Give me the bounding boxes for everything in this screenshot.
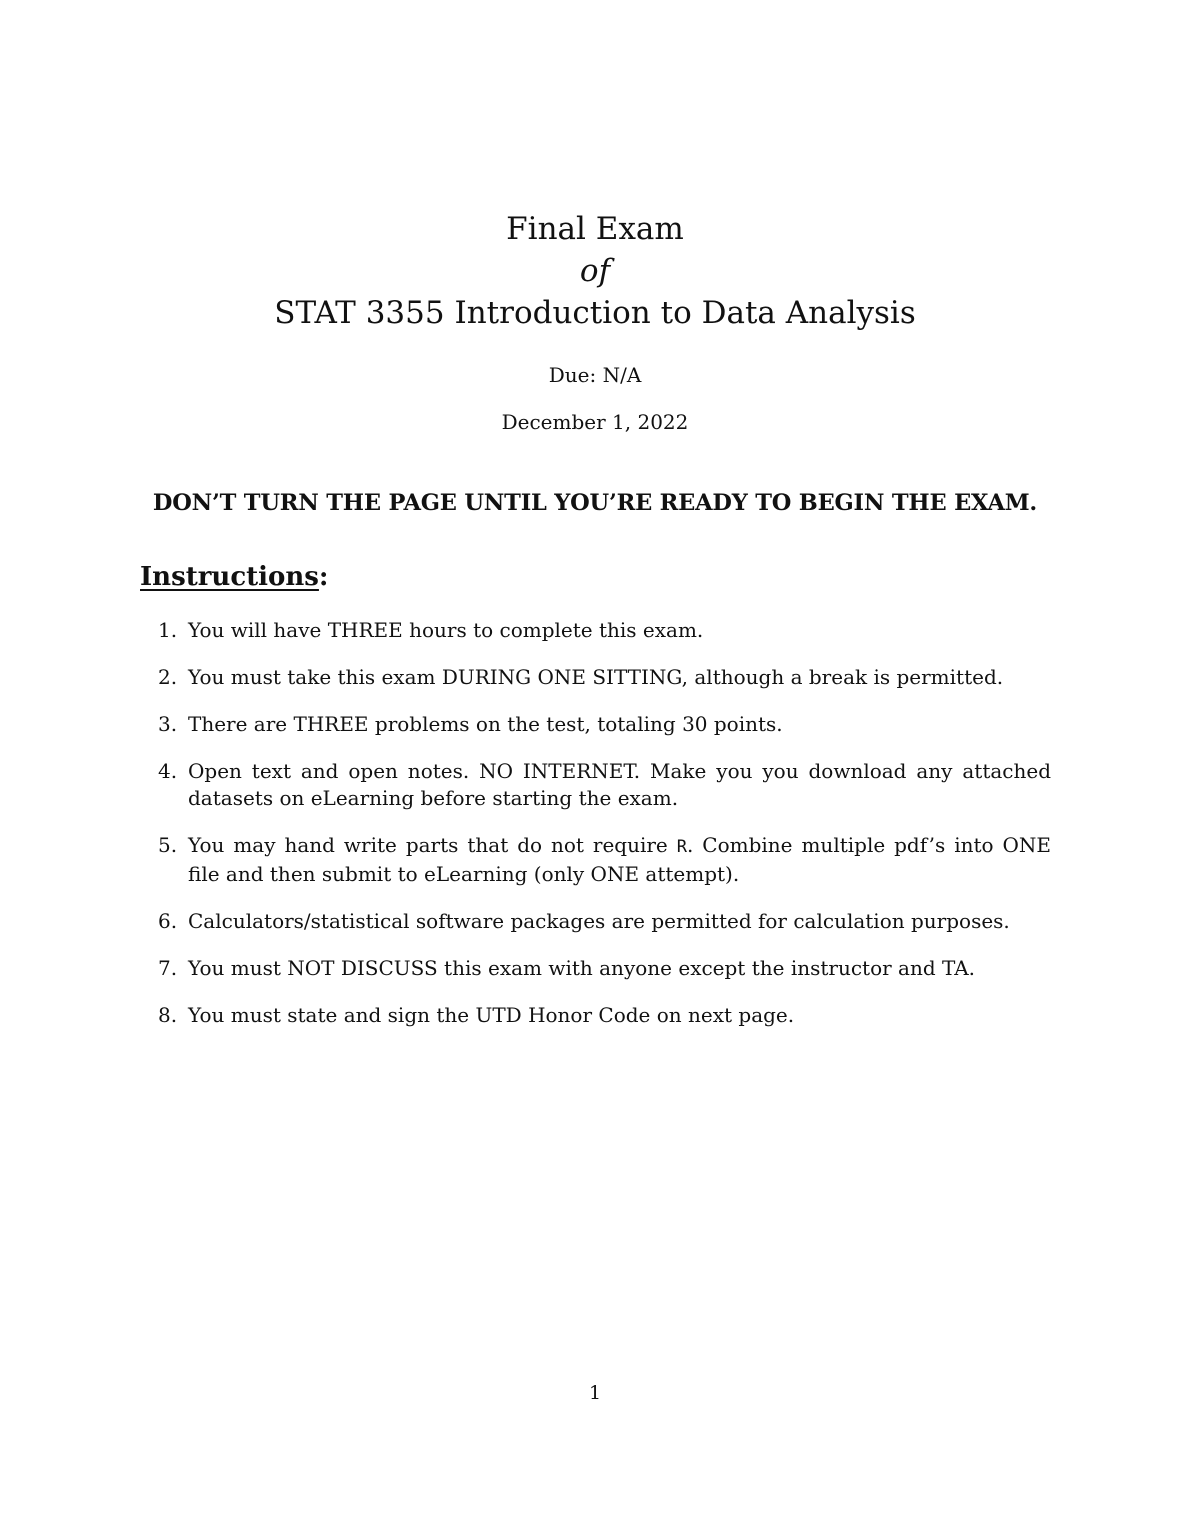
instruction-item <box>158 908 1051 935</box>
instruction-item <box>158 1002 1051 1029</box>
instruction-text: There are THREE problems on the test, totaling 30 points. <box>188 712 783 736</box>
instruction-item <box>158 617 1051 644</box>
do-not-turn-warning: DON’T TURN THE PAGE UNTIL YOU’RE READY TO BEGIN THE EXAM. <box>152 490 1038 516</box>
instruction-item <box>158 955 1051 982</box>
instruction-number: 1. <box>158 618 178 642</box>
instruction-number: 7. <box>158 956 178 980</box>
instruction-text: You must state and sign the UTD Honor Code on next page. <box>188 1003 795 1027</box>
instructions-heading <box>140 561 329 593</box>
page-number: 1 <box>588 1382 602 1404</box>
instruction-item <box>158 711 1051 738</box>
instruction-text: You must NOT DISCUSS this exam with anyone except the instructor and TA. <box>188 956 976 980</box>
instructions-list <box>158 617 1051 1049</box>
due-date: Due: N/A <box>548 363 642 387</box>
instruction-text: Calculators/statistical software packages are permitted for calculation purposes. <box>188 909 1010 933</box>
instructions-heading-colon: : <box>318 562 329 592</box>
instruction-item <box>158 664 1051 691</box>
exam-date: December 1, 2022 <box>501 410 689 434</box>
instruction-number: 5. <box>158 833 178 857</box>
exam-title: Final Exam <box>506 211 684 247</box>
instruction-number: 2. <box>158 665 178 689</box>
instruction-text: You will have THREE hours to complete this exam. <box>188 618 704 642</box>
title-block <box>0 208 1190 334</box>
instruction-text-before: You may hand write parts that do not require <box>188 833 677 857</box>
instruction-number: 4. <box>158 759 178 783</box>
instruction-text-after: . Combine multiple pdf’s into ONE file and then submit to eLearning (only ONE attempt). <box>188 833 1051 886</box>
instructions-heading-text: Instructions <box>140 562 319 592</box>
instruction-text: You must take this exam DURING ONE SITTING, although a break is permitted. <box>188 665 1004 689</box>
instruction-item <box>158 832 1051 888</box>
instruction-text: Open text and open notes. NO INTERNET. Make you you download any attached datasets on eLearning before starting the exam. <box>188 759 1051 810</box>
instruction-number: 8. <box>158 1003 178 1027</box>
r-language-code: R <box>676 837 687 857</box>
instruction-number: 6. <box>158 909 178 933</box>
course-title: STAT 3355 Introduction to Data Analysis <box>274 295 916 331</box>
title-connector: of <box>579 253 611 289</box>
instruction-item <box>158 758 1051 812</box>
instruction-number: 3. <box>158 712 178 736</box>
instruction-text <box>188 832 1051 888</box>
